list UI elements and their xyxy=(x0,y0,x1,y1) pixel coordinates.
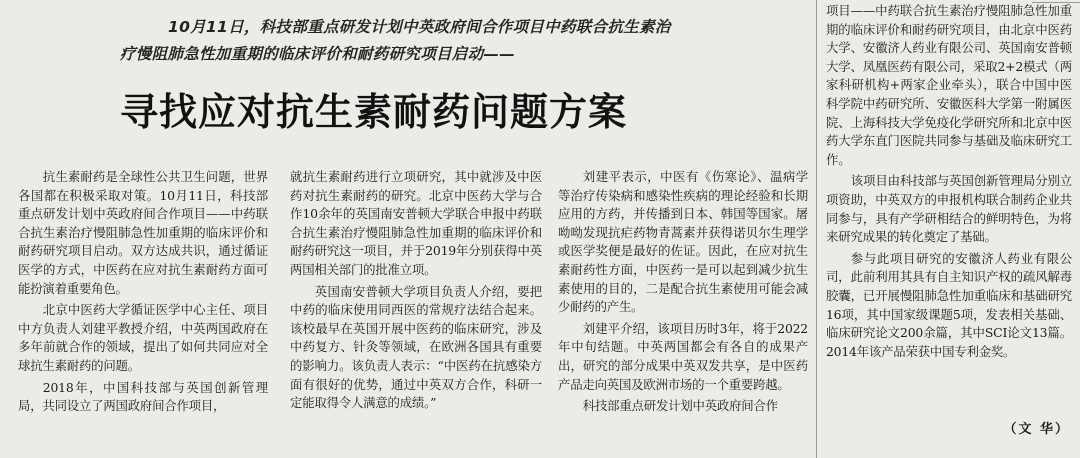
paragraph: 刘建平表示，中医有《伤寒论》、温病学等治疗传染病和感染性疾病的理论经验和长期应用的方药，并传播到日本、韩国等国家。屠呦呦发现抗疟药物青蒿素并获得诺贝尔生理学或医学奖便是最好的佐证。因此，在应对抗生素耐药性方面，中医药一是可以起到减少抗生素使用的目的，二是配合抗生素使用可能会减少耐药的产生。 xyxy=(558,169,808,315)
article-column-1 xyxy=(18,168,268,419)
paragraph: 该项目由科技部与英国创新管理局分别立项资助，中英双方的申报机构联合制药企业共同参与，具有产学研相结合的鲜明特色，为将来研究成果的转化奠定了基础。 xyxy=(826,173,1072,245)
subtitle-line-1: 10月11日，科技部重点研发计划中英政府间合作项目中药联合抗生素治 xyxy=(168,18,671,36)
article-column-4 xyxy=(826,2,1072,364)
paragraph: 科技部重点研发计划中英政府间合作 xyxy=(582,398,778,414)
paragraph: 北京中医药大学循证医学中心主任、项目中方负责人刘建平教授介绍，中英两国政府在多年前就合作的领域，提出了如何共同应对全球抗生素耐药的问题。 xyxy=(18,302,268,373)
paragraph: 英国南安普顿大学项目负责人介绍，要把中药的临床使用同西医的常规疗法结合起来。该校最早在英国开展中医药的临床研究，涉及中药复方、针灸等领域，在欧洲各国具有重要的影响力。该负责人表示：“中医药在抗感染方面有很好的优势，通过中英双方合作，科研一定能取得令人满意的成绩。” xyxy=(290,283,542,411)
article-headline: 寻找应对抗生素耐药问题方案 xyxy=(120,90,628,134)
paragraph: 项目——中药联合抗生素治疗慢阻肺急性加重期的临床评价和耐药研究项目，由北京中医药大学、安徽济人药业有限公司、英国南安普顿大学、凤凰医药有限公司，采取2+2模式（两家科研机构+两家企业牵头），联合中国中医科学院中药研究所、安徽医科大学第一附属医院、上海科技大学免疫化学研究所和北京中医药大学东直门医院共同参与基础及临床研究工作。 xyxy=(826,3,1072,167)
paragraph: 参与此项目研究的安徽济人药业有限公司，此前利用其具有自主知识产权的疏风解毒胶囊，已开展慢阻肺急性加重临床和基础研究16项，其中国家级课题5项，发表相关基础、临床研究论文200余篇，其中SCI论文13篇。2014年该产品荣获中国专利金奖。 xyxy=(826,250,1072,359)
author-byline: （文 华） xyxy=(1003,422,1070,437)
subtitle-line-2: 疗慢阻肺急性加重期的临床评价和耐药研究项目启动—— xyxy=(120,45,516,63)
column-divider-rule xyxy=(816,0,817,458)
article-column-2 xyxy=(290,168,542,416)
paragraph: 刘建平介绍，该项目历时3年，将于2022年中旬结题。中英两国都会有各自的成果产出，研究的部分成果中英双发共享，是中医药产品走向英国及欧洲市场的一个重要跨越。 xyxy=(558,320,808,392)
paragraph: 抗生素耐药是全球性公共卫生问题，世界各国都在积极采取对策。10月11日，科技部重点研发计划中英政府间合作项目——中药联合抗生素治疗慢阻肺急性加重期的临床评价和耐药研究项目启动。双方达成共识，通过循证医学的方式，中医药在应对抗生素耐药方面可能扮演着重要角色。 xyxy=(18,169,268,296)
article-subtitle xyxy=(120,14,760,68)
paragraph: 2018年，中国科技部与英国创新管理局，共同设立了两国政府间合作项目， xyxy=(18,379,268,414)
paragraph: 就抗生素耐药进行立项研究，其中就涉及中医药对抗生素耐药的研究。北京中医药大学与合作10余年的英国南安普顿大学联合申报中药联合抗生素治疗慢阻肺急性加重期的临床评价和耐药研究这一项目，并于2019年分别获得中英两国相关部门的批准立项。 xyxy=(290,169,542,277)
article-column-3 xyxy=(558,168,808,419)
